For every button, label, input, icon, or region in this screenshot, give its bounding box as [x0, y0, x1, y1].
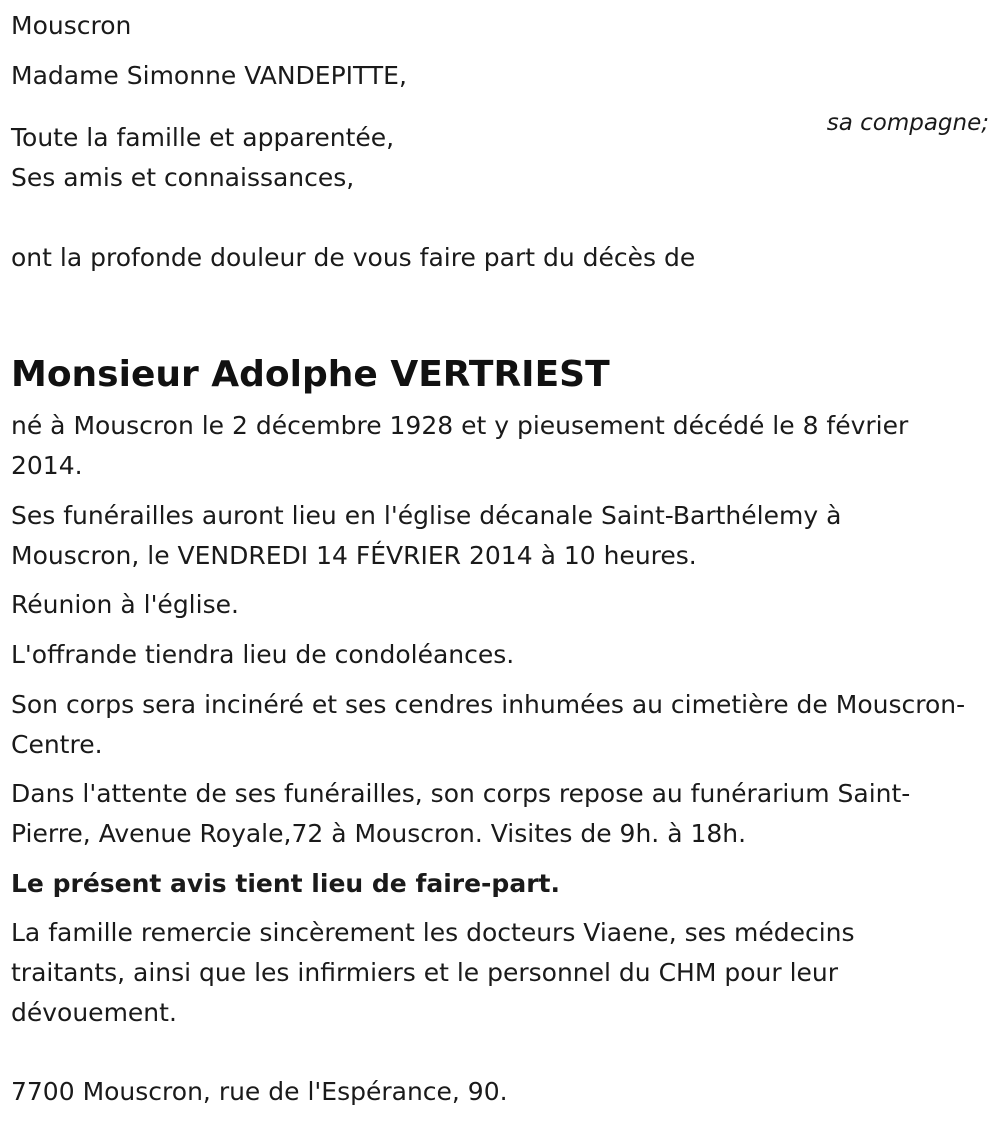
offering-paragraph: L'offrande tiendra lieu de condoléances.	[11, 640, 515, 669]
repose-paragraph: Dans l'attente de ses funérailles, son corps repose au funérarium Saint-Pierre, Avenue Royale,72 à Mouscron. Visites de 9h. à 18h.	[11, 779, 911, 848]
notice-paragraph: Le présent avis tient lieu de faire-part.	[11, 869, 560, 898]
deceased-name: Monsieur Adolphe VERTRIEST	[11, 354, 610, 395]
widow-name: Madame Simonne VANDEPITTE,	[11, 61, 407, 90]
gathering-paragraph: Réunion à l'église.	[11, 590, 239, 619]
announcement-line: ont la profonde douleur de vous faire part du décès de	[11, 243, 696, 272]
address-line: 7700 Mouscron, rue de l'Espérance, 90.	[11, 1077, 508, 1106]
friends-line: Ses amis et connaissances,	[11, 163, 355, 192]
thanks-paragraph: La famille remercie sincèrement les docteurs Viaene, ses médecins traitants, ainsi que les infirmiers et le personnel du CHM pour leur dévouement.	[11, 918, 855, 1027]
birth-death-paragraph: né à Mouscron le 2 décembre 1928 et y pieusement décédé le 8 février 2014.	[11, 411, 909, 480]
widow-relation: sa compagne;	[826, 110, 989, 136]
city-heading: Mouscron	[11, 11, 132, 40]
cremation-paragraph: Son corps sera incinéré et ses cendres inhumées au cimetière de Mouscron-Centre.	[11, 690, 966, 759]
funeral-paragraph: Ses funérailles auront lieu en l'église décanale Saint-Barthélemy à Mouscron, le VENDREDI 14 FÉVRIER 2014 à 10 heures.	[11, 501, 842, 570]
family-line: Toute la famille et apparentée,	[11, 123, 395, 152]
